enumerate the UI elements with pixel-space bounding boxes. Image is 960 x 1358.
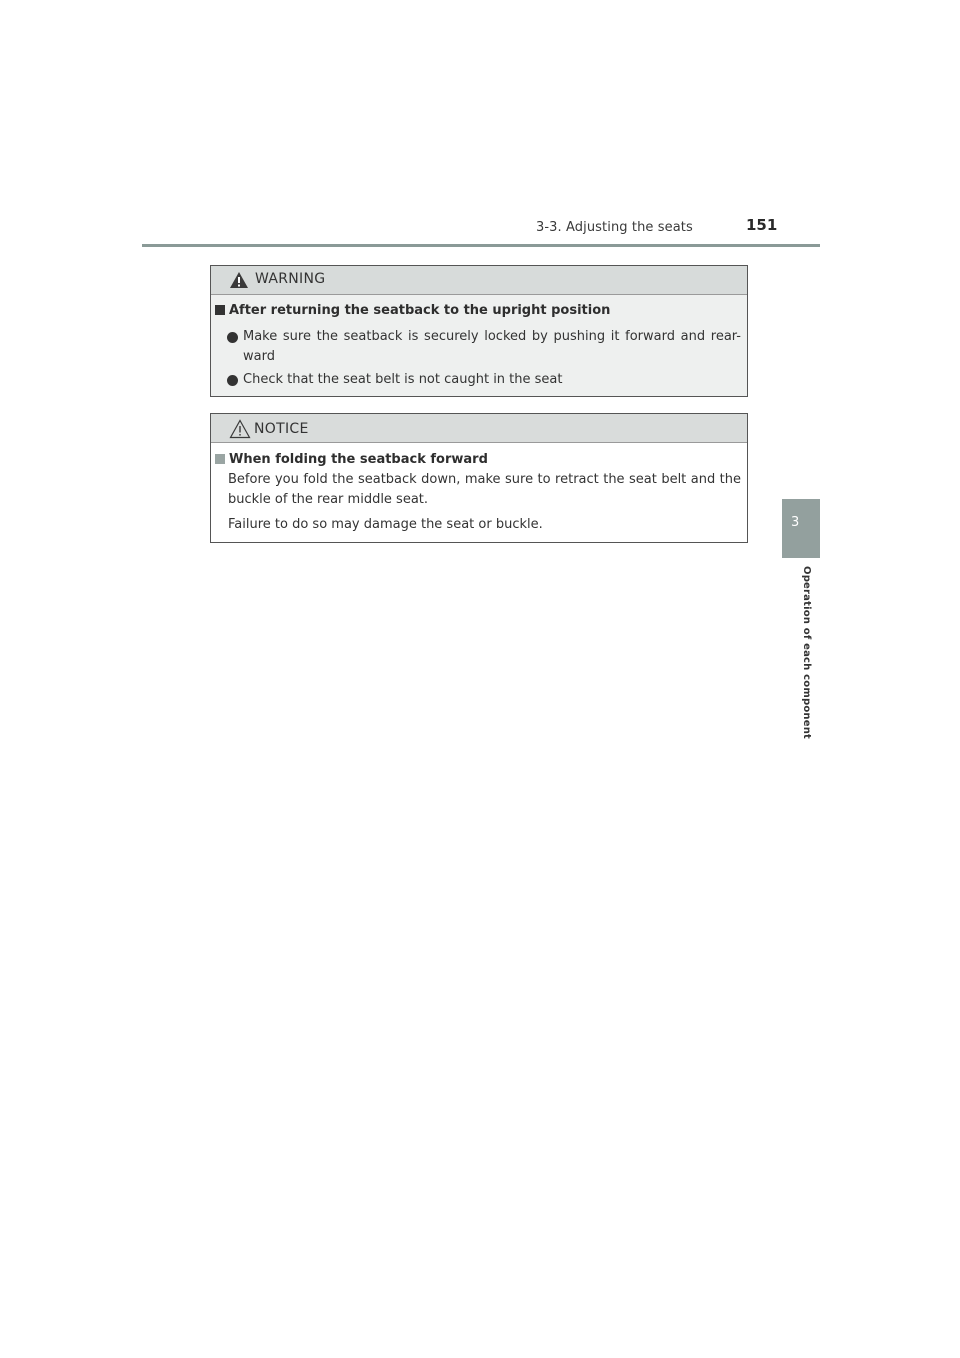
header-rule	[142, 244, 820, 247]
notice-paragraph: Failure to do so may damage the seat or buckle.	[228, 517, 543, 532]
notice-heading: When folding the seatback forward	[215, 452, 488, 467]
caution-triangle-icon	[229, 419, 251, 439]
round-bullet-icon	[227, 375, 238, 386]
chapter-number: 3	[791, 515, 800, 530]
warning-title: WARNING	[255, 271, 326, 287]
square-bullet-icon	[215, 454, 225, 464]
notice-title: NOTICE	[254, 421, 309, 437]
warning-box	[210, 265, 748, 397]
warning-bullet: Make sure the seatback is securely locked by pushing it forward and rear-ward	[227, 327, 741, 367]
warning-triangle-icon	[229, 271, 249, 289]
square-bullet-icon	[215, 305, 225, 315]
warning-heading: After returning the seatback to the upright position	[215, 303, 610, 318]
warning-header	[211, 266, 747, 295]
notice-paragraph: Before you fold the seatback down, make sure to retract the seat belt and the buckle of the rear middle seat.	[228, 472, 741, 507]
chapter-label: Operation of each component	[801, 566, 812, 740]
chapter-tab	[782, 499, 820, 558]
page-number: 151	[746, 216, 778, 234]
round-bullet-icon	[227, 332, 238, 343]
notice-box	[210, 413, 748, 543]
notice-header	[211, 414, 747, 443]
warning-bullet: Check that the seat belt is not caught in the seat	[227, 370, 741, 390]
section-title: 3-3. Adjusting the seats	[536, 220, 693, 235]
